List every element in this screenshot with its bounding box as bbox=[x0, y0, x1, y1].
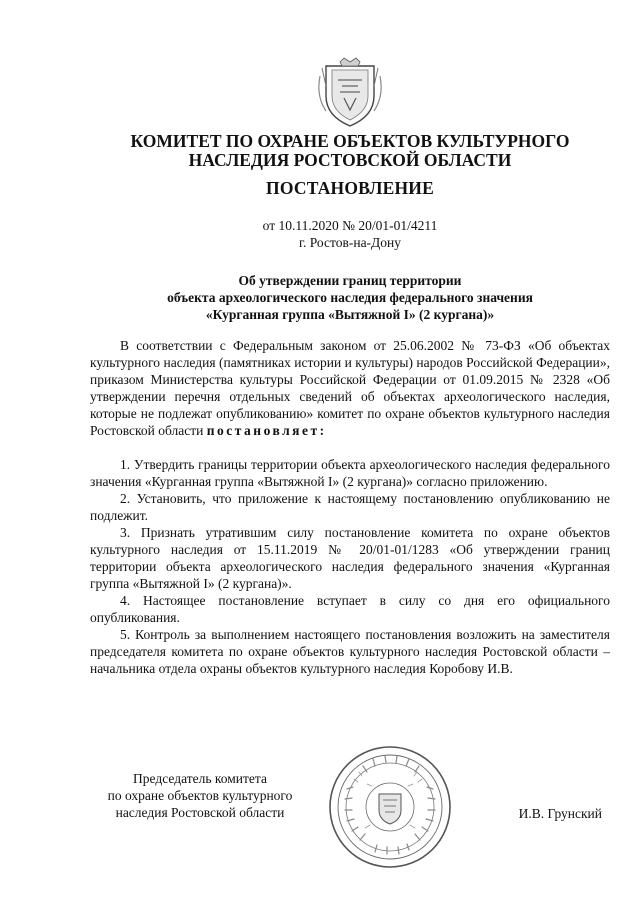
list-item: 2. Установить, что приложение к настоящему постановлению опубликованию не подлежит. bbox=[90, 491, 610, 523]
list-item: 5. Контроль за выполнением настоящего постановления возложить на заместителя председателя комитета по охране объектов культурного наследия Ростовской области – начальника отдела охраны объектов культурного наследия Коробову И.В. bbox=[90, 627, 610, 676]
place: г. Ростов-на-Дону bbox=[298, 235, 401, 250]
date-number: от 10.11.2020 № 20/01-01/4211 bbox=[262, 218, 438, 233]
preamble-paragraph bbox=[90, 337, 610, 439]
signatory-name: И.В. Грунский bbox=[518, 806, 602, 821]
signatory-title bbox=[90, 770, 310, 821]
decree-word: постановляет: bbox=[206, 423, 327, 438]
signatory-title-line: наследия Ростовской области bbox=[115, 805, 285, 820]
subject-line-3: «Курганная группа «Вытяжной I» (2 кургана)» bbox=[205, 307, 495, 322]
document-meta bbox=[90, 217, 610, 251]
list-item: 1. Утвердить границы территории объекта археологического наследия федерального значения «Курганная группа «Вытяжной I» (2 кургана)» согласно приложению. bbox=[90, 457, 610, 489]
org-line-1: КОМИТЕТ ПО ОХРАНЕ ОБЪЕКТОВ КУЛЬТУРНОГО bbox=[130, 131, 570, 151]
list-item: 3. Признать утратившим силу постановление комитета по охране объектов культурного наследия от 15.11.2019 № 20/01-01/1283 «Об утверждении границ территории объекта археологического наследия федерального значения «Курганная группа «Вытяжной I» (2 кургана)». bbox=[90, 525, 610, 591]
list-item: 4. Настоящее постановление вступает в силу со дня его официального опубликования. bbox=[90, 593, 610, 625]
signatory-title-line: по охране объектов культурного bbox=[107, 788, 293, 803]
subject-line-2: объекта археологического наследия федерального значения bbox=[167, 290, 533, 305]
official-seal-icon bbox=[327, 744, 453, 870]
document-body bbox=[90, 337, 610, 677]
document-type: ПОСТАНОВЛЕНИЕ bbox=[266, 178, 434, 198]
organization-name bbox=[90, 132, 610, 170]
preamble-text: В соответствии с Федеральным законом от 25.06.2002 № 73-ФЗ «Об объектах культурного наследия (памятниках истории и культуры) народов Российской Федерации», приказом Министерства культуры Российской Федерации от 01.09.2015 № 2328 «Об утверждении перечня отдельных сведений об объектах археологического наследия, которые не подлежат опубликованию» комитет по охране объектов культурного наследия Ростовской области bbox=[90, 338, 610, 438]
subject-line-1: Об утверждении границ территории bbox=[238, 273, 462, 288]
org-line-2: НАСЛЕДИЯ РОСТОВСКОЙ ОБЛАСТИ bbox=[188, 150, 512, 170]
coat-of-arms-icon bbox=[318, 56, 382, 128]
document-subject bbox=[90, 272, 610, 323]
signatory-title-line: Председатель комитета bbox=[133, 771, 267, 786]
